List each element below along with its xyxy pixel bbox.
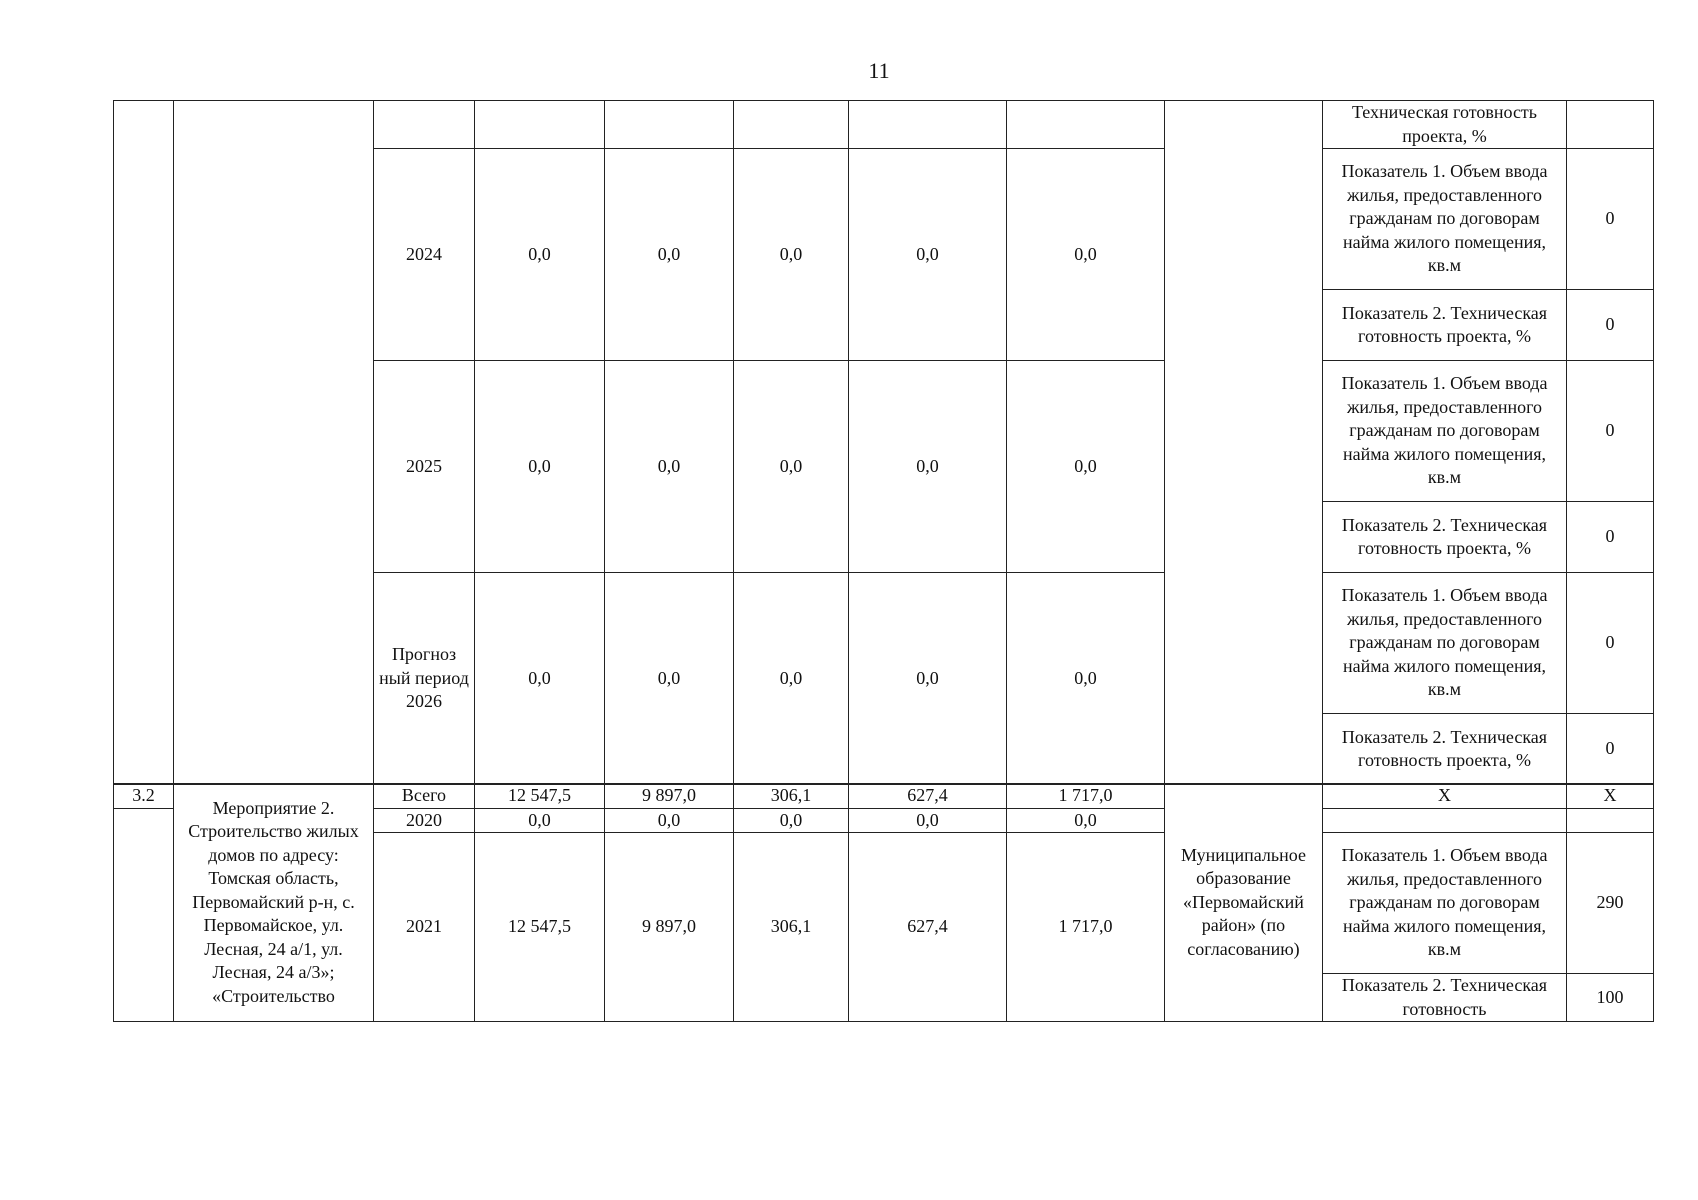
federal-cell: 9 897,0 [605, 784, 734, 809]
year-cell: Прогноз ный период 2026 [374, 573, 475, 785]
local-cell: 627,4 [849, 833, 1007, 1022]
regional-cell: 0,0 [734, 361, 849, 573]
other-cell: 0,0 [1007, 361, 1165, 573]
number-cell: 3.2 [114, 784, 174, 809]
measure-cell [174, 101, 374, 785]
year-cell: 2020 [374, 808, 475, 833]
federal-cell: 0,0 [605, 149, 734, 361]
federal-cell: 0,0 [605, 361, 734, 573]
indicator-value: X [1567, 784, 1654, 809]
sum-cell [475, 101, 605, 149]
sum-cell: 0,0 [475, 149, 605, 361]
indicator-value: 0 [1567, 714, 1654, 785]
number-cell [114, 808, 174, 1022]
page-number: 11 [868, 58, 890, 83]
table-row [114, 101, 1654, 149]
year-cell: Всего [374, 784, 475, 809]
program-table [113, 100, 1654, 785]
sum-cell: 12 547,5 [475, 784, 605, 809]
indicator-value: 0 [1567, 573, 1654, 714]
measure-title: Мероприятие 2. Строительство жилых домов по адресу: Томская область, Первомайский р-н, с. Первомайское, ул. Лесная, 24 а/1, ул. Лесная, 24 а/3»; «Строительство [174, 784, 374, 1022]
indicator-value: 0 [1567, 149, 1654, 290]
regional-cell [734, 101, 849, 149]
local-cell: 0,0 [849, 573, 1007, 785]
indicator-name: Показатель 2. Техническая готовность проекта, % [1323, 290, 1567, 361]
indicator-value [1567, 101, 1654, 149]
indicator-name: Показатель 2. Техническая готовность [1323, 974, 1567, 1022]
year-cell: 2021 [374, 833, 475, 1022]
local-cell: 0,0 [849, 808, 1007, 833]
indicator-name: Показатель 1. Объем ввода жилья, предоставленного гражданам по договорам найма жилого помещения, кв.м [1323, 361, 1567, 502]
other-cell [1007, 101, 1165, 149]
other-cell: 0,0 [1007, 808, 1165, 833]
year-cell [374, 101, 475, 149]
indicator-name: Показатель 1. Объем ввода жилья, предоставленного гражданам по договорам найма жилого помещения, кв.м [1323, 149, 1567, 290]
regional-cell: 0,0 [734, 573, 849, 785]
indicator-value: 290 [1567, 833, 1654, 974]
table-row [114, 784, 1654, 809]
local-cell: 0,0 [849, 361, 1007, 573]
indicator-value: 100 [1567, 974, 1654, 1022]
federal-cell: 0,0 [605, 573, 734, 785]
indicator-value: 0 [1567, 361, 1654, 502]
other-cell: 1 717,0 [1007, 833, 1165, 1022]
other-cell: 0,0 [1007, 149, 1165, 361]
regional-cell: 306,1 [734, 833, 849, 1022]
indicator-value [1567, 808, 1654, 833]
indicator-value: 0 [1567, 290, 1654, 361]
other-cell: 0,0 [1007, 573, 1165, 785]
indicator-name: X [1323, 784, 1567, 809]
regional-cell: 0,0 [734, 808, 849, 833]
indicator-name: Показатель 1. Объем ввода жилья, предоставленного гражданам по договорам найма жилого помещения, кв.м [1323, 833, 1567, 974]
regional-cell: 0,0 [734, 149, 849, 361]
other-cell: 1 717,0 [1007, 784, 1165, 809]
local-cell [849, 101, 1007, 149]
local-cell: 627,4 [849, 784, 1007, 809]
federal-cell: 9 897,0 [605, 833, 734, 1022]
indicator-name: Техническая готовность проекта, % [1323, 101, 1567, 149]
local-cell: 0,0 [849, 149, 1007, 361]
sum-cell: 0,0 [475, 361, 605, 573]
sum-cell: 0,0 [475, 808, 605, 833]
sum-cell: 0,0 [475, 573, 605, 785]
federal-cell [605, 101, 734, 149]
indicator-value: 0 [1567, 502, 1654, 573]
executor-cell: Муниципальное образование «Первомайский район» (по согласованию) [1165, 784, 1323, 1022]
federal-cell: 0,0 [605, 808, 734, 833]
indicator-name: Показатель 1. Объем ввода жилья, предоставленного гражданам по договорам найма жилого помещения, кв.м [1323, 573, 1567, 714]
indicator-name: Показатель 2. Техническая готовность проекта, % [1323, 714, 1567, 785]
sum-cell: 12 547,5 [475, 833, 605, 1022]
regional-cell: 306,1 [734, 784, 849, 809]
number-cell [114, 101, 174, 785]
indicator-name [1323, 808, 1567, 833]
year-cell: 2024 [374, 149, 475, 361]
program-table-measure-3-2 [113, 783, 1654, 1022]
executor-cell [1165, 101, 1323, 785]
indicator-name: Показатель 2. Техническая готовность проекта, % [1323, 502, 1567, 573]
year-cell: 2025 [374, 361, 475, 573]
